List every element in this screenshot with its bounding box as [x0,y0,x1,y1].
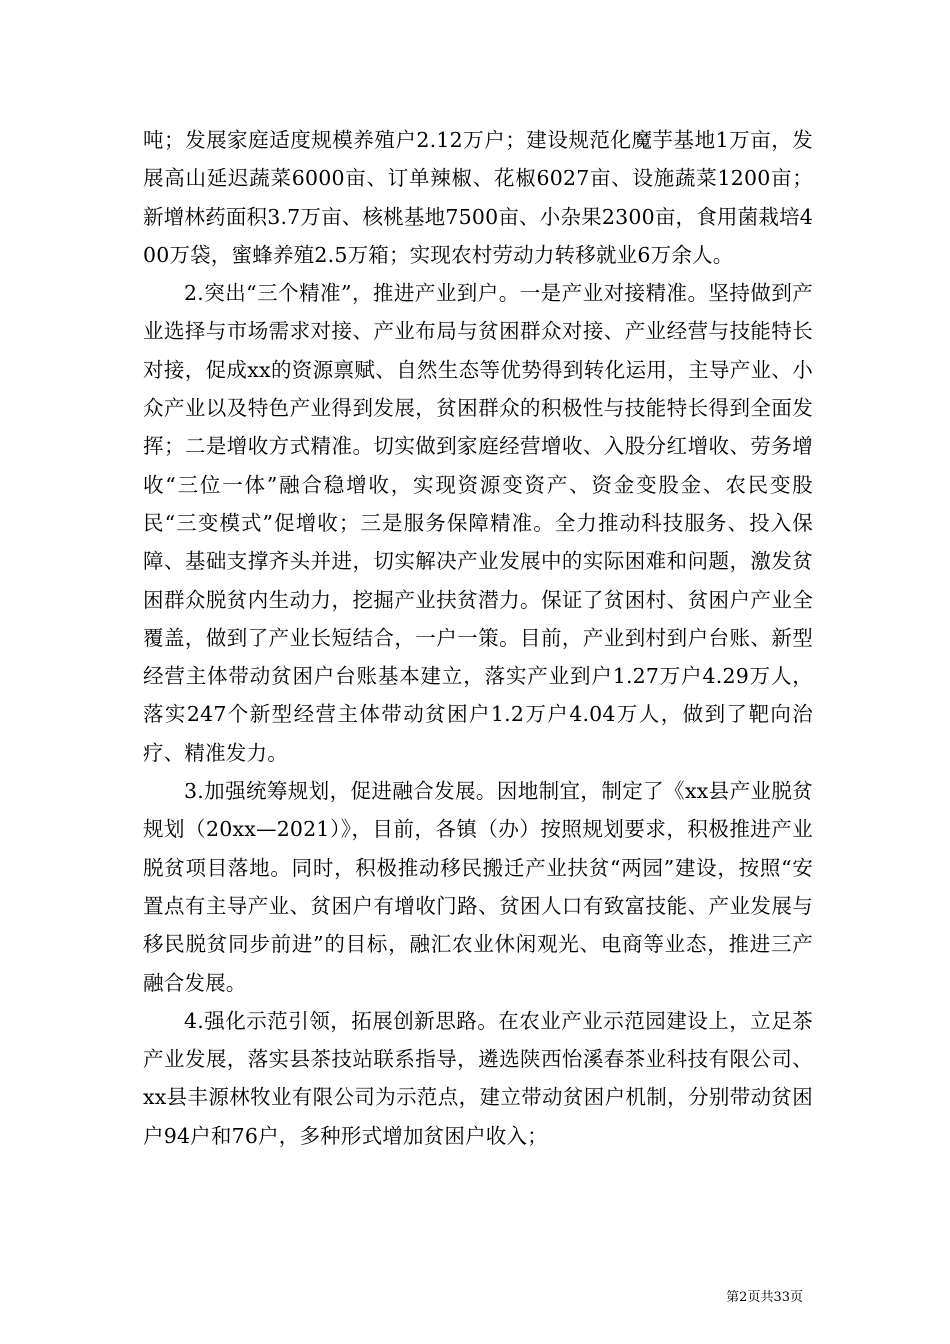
page-number-footer: 第2页共33页 [726,1290,803,1305]
paragraph-continued: 吨；发展家庭适度规模养殖户2.12万户；建设规范化魔芋基地1万亩，发展高山延迟蔬菜6000亩、订单辣椒、花椒6027亩、设施蔬菜1200亩；新增林药面积3.7万亩、核桃基地7500亩、小杂果2300亩，食用菌栽培400万袋，蜜蜂养殖2.5万箱；实现农村劳动力转移就业6万余人。 [143,128,813,267]
document-body [143,121,813,1155]
paragraph-3: 3.加强统筹规划，促进融合发展。因地制宜，制定了《xx县产业脱贫规划（20xx—2021）》，目前，各镇（办）按照规划要求，积极推进产业脱贫项目落地。同时，积极推动移民搬迁产业扶贫“两园”建设，按照“安置点有主导产业、贫困户有增收门路、贫困人口有致富技能、产业发展与移民脱贫同步前进”的目标，融汇农业休闲观光、电商等业态，推进三产融合发展。 [143,779,813,995]
paragraph-2: 2.突出“三个精准”，推进产业到户。一是产业对接精准。坚持做到产业选择与市场需求对接、产业布局与贫困群众对接、产业经营与技能特长对接，促成xx的资源禀赋、自然生态等优势得到转化运用，主导产业、小众产业以及特色产业得到发展，贫困群众的积极性与技能特长得到全面发挥；二是增收方式精准。切实做到家庭经营增收、入股分红增收、劳务增收“三位一体”融合稳增收，实现资源变资产、资金变股金、农民变股民“三变模式”促增收；三是服务保障精准。全力推动科技服务、投入保障、基础支撑齐头并进，切实解决产业发展中的实际困难和问题，激发贫困群众脱贫内生动力，挖掘产业扶贫潜力。保证了贫困村、贫困户产业全覆盖，做到了产业长短结合，一户一策。目前，产业到村到户台账、新型经营主体带动贫困户台账基本建立，落实产业到户1.27万户4.29万人，落实247个新型经营主体带动贫困户1.2万户4.04万人，做到了靶向治疗、精准发力。 [143,281,813,765]
paragraph-4: 4.强化示范引领，拓展创新思路。在农业产业示范园建设上，立足茶产业发展，落实县茶技站联系指导，遴选陕西怡溪春茶业科技有限公司、xx县丰源林牧业有限公司为示范点，建立带动贫困户机制，分别带动贫困户94户和76户，多种形式增加贫困户收入； [143,1008,813,1148]
